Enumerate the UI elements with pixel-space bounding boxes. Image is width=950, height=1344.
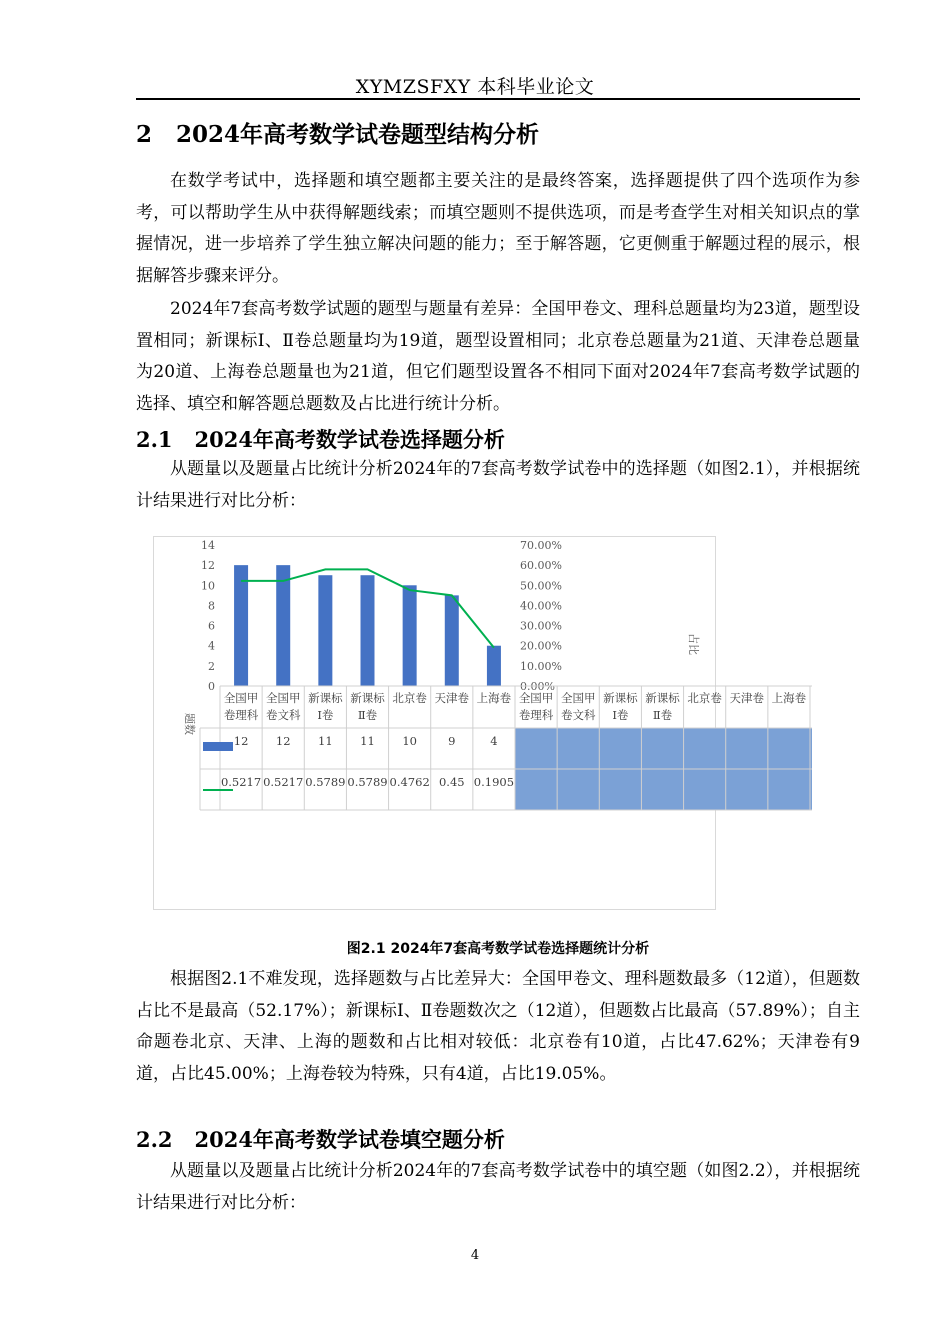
line-value-label: 0.4762 xyxy=(389,775,430,789)
category-label: 卷文科 xyxy=(560,708,596,722)
y-axis-tick-label: 10 xyxy=(201,579,215,593)
subsection-title: 2024年高考数学试卷填空题分析 xyxy=(194,1127,505,1152)
y-axis-title: 题数 xyxy=(183,713,196,735)
bar xyxy=(445,595,459,686)
y-axis-tick-label: 4 xyxy=(208,639,215,653)
category-label: 上海卷 xyxy=(771,691,807,705)
category-label: 北京卷 xyxy=(687,691,722,705)
category-label: 新课标 xyxy=(308,691,343,705)
category-label: 上海卷 xyxy=(476,691,512,705)
category-label: 新课标 xyxy=(603,691,638,705)
subsection-title: 2024年高考数学试卷选择题分析 xyxy=(194,427,505,452)
paragraph-subsection-intro: 从题量以及题量占比统计分析2024年的7套高考数学试卷中的选择题（如图2.1），并根据统计结果进行对比分析： xyxy=(136,459,860,511)
bar-value-label: 11 xyxy=(360,734,375,748)
category-label: 全国甲 xyxy=(223,691,259,705)
subsection-heading-2-2 xyxy=(136,1124,505,1154)
section-number: 2 xyxy=(136,121,153,148)
paragraph-question-types: 2024年7套高考数学试题的题型与题量有差异：全国甲卷文、理科总题量均为23道，题型设置相同；新课标Ⅰ、Ⅱ卷总题量均为19道，题型设置相同；北京卷总题量为21道、天津卷总题量为20道、上海卷总题量也为21道，但它们题型设置各不相同下面对2024年7套高考数学试题的选择、填空和解答题总题数及占比进行统计分析。 xyxy=(136,299,860,414)
legend-key-bar xyxy=(203,742,233,751)
category-label: 全国甲 xyxy=(265,691,301,705)
category-label: 新课标 xyxy=(645,691,680,705)
y2-axis-tick-label: 10.00% xyxy=(520,659,562,673)
y2-axis-tick-label: 40.00% xyxy=(520,599,562,613)
category-label: 卷文科 xyxy=(265,708,301,722)
y-axis-tick-label: 6 xyxy=(208,619,215,633)
bar xyxy=(234,565,248,686)
category-label: Ⅰ卷 xyxy=(317,708,334,722)
subsection-number: 2.1 xyxy=(136,427,173,452)
category-label: 卷理科 xyxy=(223,708,259,722)
paragraph-intro: 在数学考试中，选择题和填空题都主要关注的是最终答案，选择题提供了四个选项作为参考，可以帮助学生从中获得解题线索；而填空题则不提供选项，而是考查学生对相关知识点的掌握情况，进一步培养了学生独立解决问题的能力；至于解答题，它更侧重于解题过程的展示，根据解答步骤来评分。 xyxy=(136,171,860,286)
y-axis-tick-label: 12 xyxy=(201,559,215,573)
category-label: 天津卷 xyxy=(729,691,765,705)
line-value-label: 0.1905 xyxy=(473,775,515,789)
section-title: 2024年高考数学试卷题型结构分析 xyxy=(176,121,540,148)
category-label: 全国甲 xyxy=(560,691,596,705)
bar xyxy=(361,575,375,686)
y-axis-tick-label: 14 xyxy=(201,539,215,552)
y2-axis-title: 占比 xyxy=(687,633,700,655)
page-number: 4 xyxy=(470,1248,480,1263)
y-axis-tick-label: 0 xyxy=(208,680,215,693)
subsection-number: 2.2 xyxy=(136,1127,173,1152)
bar xyxy=(276,565,290,686)
line-value-label: 0.45 xyxy=(438,775,465,789)
paragraph-analysis: 根据图2.1不难发现，选择题数与占比差异大：全国甲卷文、理科题数最多（12道），但题数占比不是最高（52.17%）；新课标Ⅰ、Ⅱ卷题数次之（12道），但题数占比最高（57.89%）；自主命题卷北京、天津、上海的题数和占比相对较低：北京卷有10道，占比47.62%；天津卷有9道，占比45.00%；上海卷较为特殊，只有4道，占比19.05%。 xyxy=(136,969,860,1084)
y2-axis-tick-label: 0.00% xyxy=(520,680,555,693)
line-value-label: 0.5217 xyxy=(220,775,262,789)
bar xyxy=(318,575,332,686)
category-label: 卷理科 xyxy=(518,708,554,722)
running-header: XYMZSFXY 本科毕业论文 xyxy=(355,76,595,98)
bar-value-label: 9 xyxy=(448,734,456,748)
paragraph-fill-blank-intro: 从题量以及题量占比统计分析2024年的7套高考数学试卷中的填空题（如图2.2），并根据统计结果进行对比分析： xyxy=(136,1161,860,1213)
y-axis-tick-label: 8 xyxy=(208,599,215,613)
line-value-label: 0.5789 xyxy=(347,775,388,789)
line-value-label: 0.5217 xyxy=(263,775,304,789)
bar-value-label: 4 xyxy=(490,734,498,748)
y2-axis-tick-label: 60.00% xyxy=(520,559,562,573)
category-label: Ⅱ卷 xyxy=(357,708,378,722)
y-axis-tick-label: 2 xyxy=(208,659,215,673)
bar-value-label: 10 xyxy=(402,734,417,748)
bar-value-label: 11 xyxy=(318,734,333,748)
category-label: 全国甲 xyxy=(518,691,554,705)
y2-axis-tick-label: 30.00% xyxy=(520,619,562,633)
figure-caption: 图2.1 2024年7套高考数学试卷选择题统计分析 xyxy=(346,941,650,957)
line-value-label: 0.5789 xyxy=(305,775,346,789)
bar xyxy=(403,585,417,686)
bar-value-label: 12 xyxy=(233,734,249,748)
bar xyxy=(487,646,501,686)
category-label: 北京卷 xyxy=(392,691,427,705)
category-label: 天津卷 xyxy=(434,691,470,705)
y2-axis-tick-label: 70.00% xyxy=(520,539,562,552)
y2-axis-tick-label: 20.00% xyxy=(520,639,562,653)
bar-value-label: 12 xyxy=(275,734,291,748)
y2-axis-tick-label: 50.00% xyxy=(520,579,562,593)
category-label: Ⅰ卷 xyxy=(612,708,629,722)
category-label: 新课标 xyxy=(350,691,385,705)
category-label: Ⅱ卷 xyxy=(652,708,673,722)
